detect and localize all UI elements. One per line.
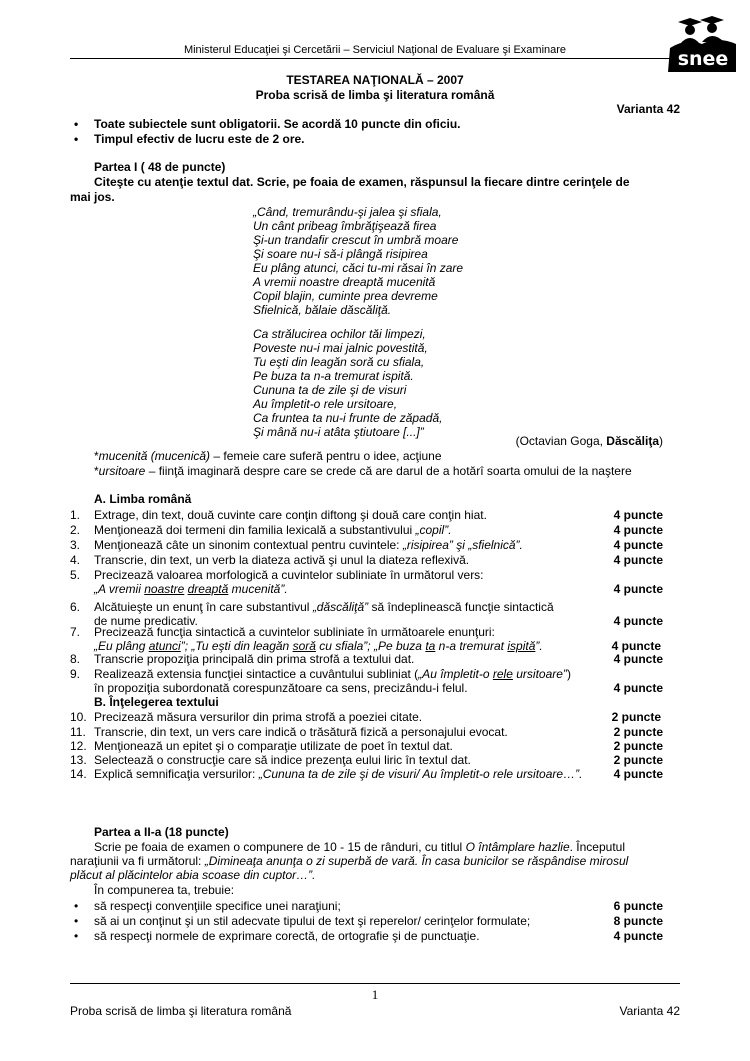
question-item: 11. Transcrie, din text, un vers care indică o trăsătură fizică a personajului evocat. 2 puncte xyxy=(70,725,663,739)
poem-line: Eu plâng atunci, căci tu-mi răsai în zare xyxy=(253,261,464,275)
part2-paragraph: naraţiunii va fi următorul: „Dimineaţa anunţa o zi superbă de vară. În casa bunicilor se răspândise mirosul xyxy=(70,854,629,868)
question-item: 5. Precizează valoarea morfologică a cuvintelor subliniate în următorul vers: xyxy=(70,568,484,582)
question-item: 7. Precizează funcţia sintactică a cuvintelor subliniate în următoarele enunţuri: xyxy=(70,625,495,639)
glossary-item: *mucenită (mucenică) – femeie care suferă pentru o idee, acţiune xyxy=(94,449,442,463)
poem-line: Şi mână nu-i atâta ştiutoare [...]” xyxy=(253,425,424,439)
poem-line: Tu eşti din leagăn soră cu sfiala, xyxy=(253,355,425,369)
poem-line: Şi-un trandafir crescut în umbră moare xyxy=(253,233,459,247)
section-b-title: B. Înţelegerea textului xyxy=(94,695,219,709)
poem-line: Cununa ta de zile şi de visuri xyxy=(253,383,407,397)
part2-bullet: • să respecţi normele de exprimare corectă, de ortografie şi de punctuaţie. 4 puncte xyxy=(74,929,663,943)
footer-right: Varianta 42 xyxy=(619,1004,680,1018)
poem-line: Pe buza ta n-a tremurat ispită. xyxy=(253,369,414,383)
question-item-cont: „A vremii noastre dreaptă mucenită”. 4 puncte xyxy=(94,582,663,596)
exam-subtitle: Proba scrisă de limba şi literatura română xyxy=(255,88,495,102)
poem-line: Ca strălucirea ochilor tăi limpezi, xyxy=(253,327,426,341)
part1-instruction-cont: mai jos. xyxy=(70,190,115,204)
question-item: 9. Realizează extensia funcţiei sintactice a cuvântului subliniat („Au împletit-o rele ursitoare”) xyxy=(70,667,571,681)
question-item: 6. Alcătuieşte un enunţ în care substantivul „dăscăliţă” să îndeplinească funcţie sintactică xyxy=(70,600,554,614)
question-item: 14. Explică semnificaţia versurilor: „Cununa ta de zile şi de visuri/ Au împletit-o rele ursitoare…”. 4 puncte xyxy=(70,767,663,781)
part1-instruction: Citeşte cu atenţie textul dat. Scrie, pe foaia de examen, răspunsul la fiecare dintre cerinţele de xyxy=(94,175,630,189)
footer-rule xyxy=(70,983,680,984)
page-number: 1 xyxy=(371,987,379,1002)
poem-line: Poveste nu-i mai jalnic povestită, xyxy=(253,341,428,355)
part2-paragraph: Scrie pe foaia de examen o compunere de 10 - 15 de rânduri, cu titlul O întâmplare hazlie. Începutul xyxy=(94,840,625,854)
part2-bullet: • să ai un conţinut şi un stil adecvate tipului de text şi reperelor/ cerinţelor formulate; 8 puncte xyxy=(74,914,663,928)
poem-source: (Octavian Goga, Dăscăliţa) xyxy=(515,434,663,448)
question-item-cont: „Eu plâng atunci”; „Tu eşti din leagăn soră cu sfiala”; „Pe buza ta n-a tremurat ispită”. 4 puncte xyxy=(94,639,661,653)
question-item: 10. Precizează măsura versurilor din prima strofă a poeziei citate. 2 puncte xyxy=(70,710,661,724)
poem-line: „Când, tremurându-şi jalea şi sfiala, xyxy=(253,205,442,219)
section-a-title: A. Limba română xyxy=(94,492,192,506)
poem-line: Ca fruntea ta nu-i frunte de zăpadă, xyxy=(253,411,443,425)
question-item: 3. Menţionează câte un sinonim contextual pentru cuvintele: „risipirea” şi „sfielnică”. 4 puncte xyxy=(70,538,663,552)
poem-line: Copil blajin, cuminte prea devreme xyxy=(253,289,438,303)
variant-label: Varianta 42 xyxy=(616,102,680,116)
question-item: 8. Transcrie propoziţia principală din prima strofă a textului dat. 4 puncte xyxy=(70,652,663,666)
logo-text: snee xyxy=(677,48,729,70)
rule-item: • Timpul efectiv de lucru este de 2 ore. xyxy=(74,132,305,146)
question-item-cont: de nume predicativ. 4 puncte xyxy=(94,614,663,628)
part2-paragraph: În compunerea ta, trebuie: xyxy=(94,883,235,897)
poem-line: Şi soare nu-i să-i plângă risipirea xyxy=(253,247,428,261)
question-item: 12. Menţionează un epitet şi o comparaţie utilizate de poet în textul dat. 2 puncte xyxy=(70,739,663,753)
question-item: 13. Selectează o construcţie care să indice prezenţa eului liric în textul dat. 2 puncte xyxy=(70,753,663,767)
part2-title: Partea a II-a (18 puncte) xyxy=(94,825,229,839)
question-item: 2. Menţionează doi termeni din familia lexicală a substantivului „copil”. 4 puncte xyxy=(70,523,663,537)
question-item-cont: în propoziţia subordonată corespunzătoare ca sens, precizându-i felul. 4 puncte xyxy=(94,681,663,695)
glossary-item: *ursitoare – fiinţă imaginară despre care se crede că are darul de a hotărî soarta omului de la naştere xyxy=(94,464,632,478)
bullet-icon: • xyxy=(74,117,79,131)
bullet-icon: • xyxy=(74,132,79,146)
bullet-icon: • xyxy=(74,914,79,928)
exam-title: TESTAREA NAŢIONALĂ – 2007 xyxy=(286,73,464,87)
part1-title: Partea I ( 48 de puncte) xyxy=(94,160,226,174)
rule-item: • Toate subiectele sunt obligatorii. Se acordă 10 puncte din oficiu. xyxy=(74,117,461,131)
poem-line: Un cânt pribeag îmbrăţişează firea xyxy=(253,219,437,233)
poem-line: A vremii noastre dreaptă mucenită xyxy=(253,275,436,289)
poem-line: Sfielnică, bălaie dăscăliţă. xyxy=(253,303,392,317)
bullet-icon: • xyxy=(74,899,79,913)
question-item: 1. Extrage, din text, două cuvinte care conţin diftong şi două care conţin hiat. 4 puncte xyxy=(70,508,663,522)
footer-left: Proba scrisă de limba şi literatura română xyxy=(70,1004,292,1018)
snee-logo xyxy=(666,14,738,72)
ministry-header: Ministerul Educaţiei şi Cercetării – Serviciul Naţional de Evaluare şi Examinare xyxy=(183,44,567,56)
part2-paragraph: plăcut al plăcintelor abia scoase din cuptor…”. xyxy=(70,868,316,882)
question-item: 4. Transcrie, din text, un verb la diateza activă şi unul la diateza reflexivă. 4 puncte xyxy=(70,553,663,567)
header-rule xyxy=(70,58,680,59)
part2-bullet: • să respecţi convenţiile specifice unei naraţiuni; 6 puncte xyxy=(74,899,663,913)
poem-line: Au împletit-o rele ursitoare, xyxy=(253,397,398,411)
bullet-icon: • xyxy=(74,929,79,943)
